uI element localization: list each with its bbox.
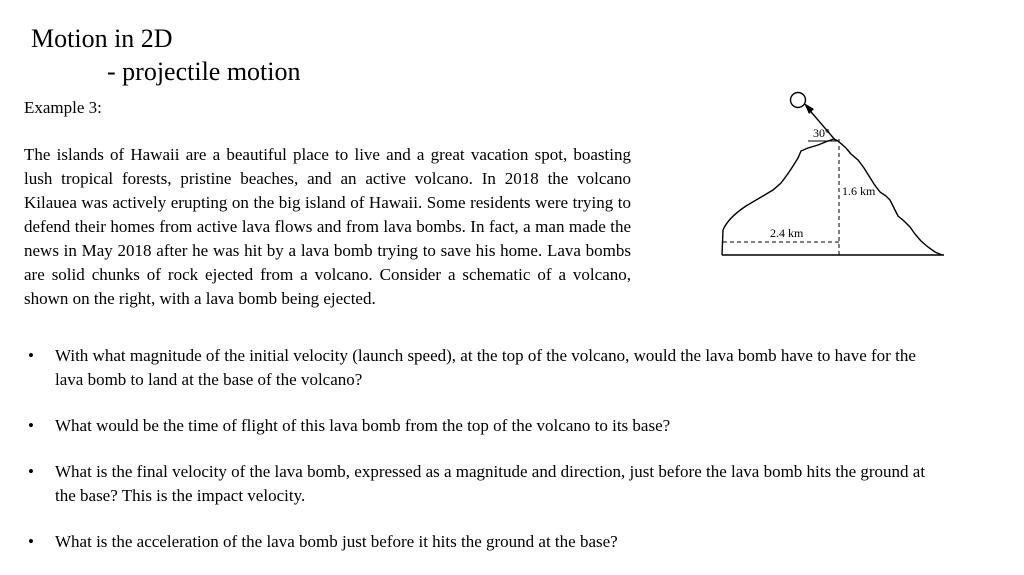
question-text: With what magnitude of the initial velocity (launch speed), at the top of the volcano, would the lava bomb have to have for the lava bomb to land at the base of the volcano?	[55, 346, 916, 389]
angle-label: 30°	[813, 126, 830, 140]
volcano-schematic	[718, 88, 948, 262]
problem-paragraph: The islands of Hawaii are a beautiful place to live and a great vacation spot, boasting lush tropical forests, pristine beaches, and an active volcano. In 2018 the volcano Kilauea was actively erupting on the big island of Hawaii. Some residents were trying to defend their homes from active lava flows and from lava bombs. In fact, a man made the news in May 2018 after he was hit by a lava bomb trying to save his home. Lava bombs are solid chunks of rock ejected from a volcano. Consider a schematic of a volcano, shown on the right, with a lava bomb being ejected.	[24, 145, 631, 308]
question-text: What would be the time of flight of this lava bomb from the top of the volcano to its base?	[55, 416, 671, 435]
slide-title: Motion in 2D	[31, 24, 173, 53]
example-label: Example 3:	[24, 98, 102, 117]
question-item	[28, 344, 948, 392]
launch-arrow-head	[804, 103, 814, 114]
bullet-icon: •	[28, 462, 34, 481]
slide-subtitle: - projectile motion	[107, 57, 301, 86]
lava-bomb-circle	[791, 93, 806, 108]
bullet-icon: •	[28, 346, 34, 365]
volcano-outline	[722, 139, 942, 255]
bullet-icon: •	[28, 532, 34, 551]
question-item	[28, 530, 948, 554]
height-label: 1.6 km	[842, 184, 876, 198]
question-item	[28, 414, 948, 438]
question-text: What is the acceleration of the lava bomb just before it hits the ground at the base?	[55, 532, 618, 551]
distance-label: 2.4 km	[770, 226, 804, 240]
question-list	[28, 344, 948, 554]
question-text: What is the final velocity of the lava bomb, expressed as a magnitude and direction, just before the lava bomb hits the ground at the base? This is the impact velocity.	[55, 462, 926, 505]
bullet-icon: •	[28, 416, 34, 435]
question-item	[28, 460, 948, 508]
